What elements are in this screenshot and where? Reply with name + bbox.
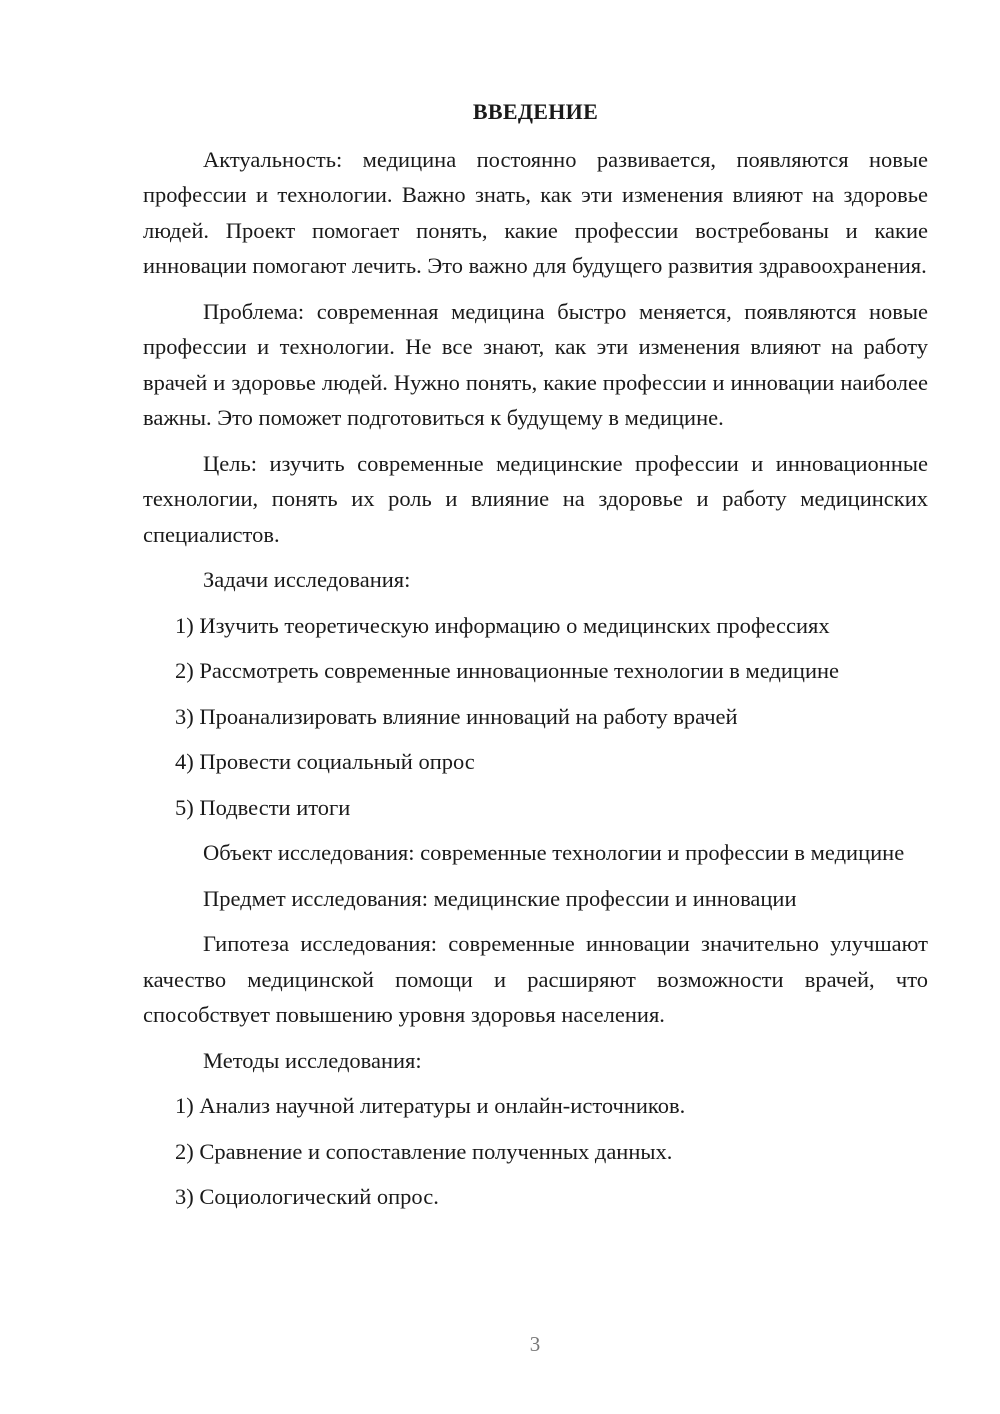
problem-paragraph: Проблема: современная медицина быстро меняется, появляются новые профессии и технологии. Не все знают, как эти изменения влияют на работу врачей и здоровье людей. Нужно понять, какие профессии и инновации наиболее важны. Это поможет подготовиться к будущему в медицине. [143, 298, 928, 430]
method-item: 1) Анализ научной литературы и онлайн-источников. [175, 1093, 686, 1118]
task-item: 2) Рассмотреть современные инновационные технологии в медицине [175, 658, 840, 683]
methods-heading: Методы исследования: [203, 1047, 422, 1073]
page-content [143, 94, 928, 1225]
tasks-heading: Задачи исследования: [203, 567, 411, 592]
methods-list [143, 1088, 928, 1215]
object-paragraph: Объект исследования: современные технологии и профессии в медицине [203, 840, 905, 865]
task-item: 1) Изучить теоретическую информацию о медицинских профессиях [175, 612, 830, 638]
method-item: 3) Социологический опрос. [175, 1184, 439, 1209]
page-title: ВВЕДЕНИЕ [472, 99, 599, 124]
task-item: 5) Подвести итоги [175, 794, 351, 820]
subject-paragraph: Предмет исследования: медицинские профессии и инновации [203, 885, 797, 911]
hypothesis-paragraph: Гипотеза исследования: современные инновации значительно улучшают качество медицинской помощи и расширяют возможности врачей, что способствует повышению уровня здоровья населения. [143, 931, 928, 1027]
goal-paragraph: Цель: изучить современные медицинские профессии и инновационные технологии, понять их роль и влияние на здоровье и работу медицинских специалистов. [143, 450, 928, 547]
page-number: 3 [529, 1332, 541, 1356]
task-item: 4) Провести социальный опрос [175, 749, 475, 774]
task-item: 3) Проанализировать влияние инноваций на работу врачей [175, 703, 738, 729]
tasks-list [143, 608, 928, 826]
relevance-paragraph: Актуальность: медицина постоянно развивается, появляются новые профессии и технологии. Важно знать, как эти изменения влияют на здоровье людей. Проект помогает понять, какие профессии востребованы и какие инновации помогают лечить. Это важно для будущего развития здравоохранения. [143, 146, 928, 278]
method-item: 2) Сравнение и сопоставление полученных данных. [175, 1138, 673, 1164]
